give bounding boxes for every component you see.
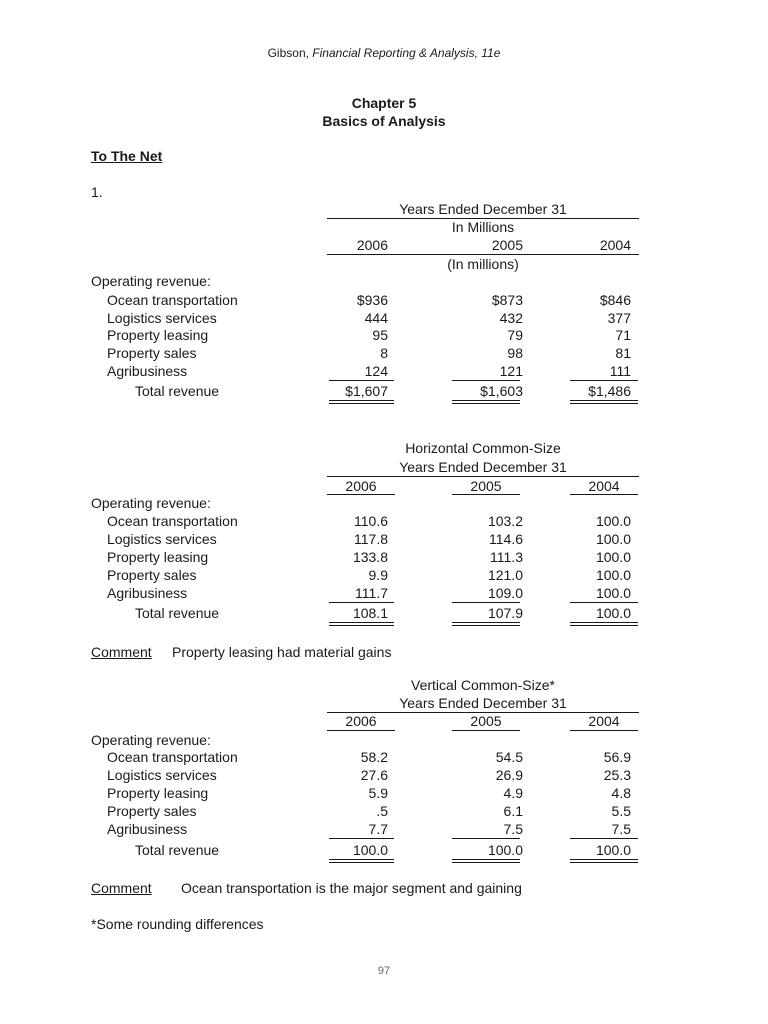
row-label: Ocean transportation [107,513,238,529]
year-rule [570,730,638,731]
year-rule [452,494,520,495]
total-double-rule [329,400,394,404]
cell-value: $846 [599,292,631,308]
row-label: Property leasing [107,785,209,801]
cell-value: 103.2 [487,513,523,529]
total-double-rule [452,400,520,404]
cell-value: 6.1 [503,803,523,819]
row-label: Agribusiness [107,821,188,837]
year-rule [327,494,395,495]
cell-value: 432 [499,310,523,326]
year-header: 2006 [356,237,388,253]
cell-value: 4.9 [503,785,523,801]
year-header: 2005 [491,237,523,253]
total-value: $1,607 [345,383,388,399]
total-value: $1,603 [480,383,523,399]
chapter-title: Basics of Analysis [322,113,446,129]
cell-value: 25.3 [603,767,631,783]
total-value: 100.0 [352,842,388,858]
year-rule [327,254,639,255]
item-number: 1. [91,184,103,200]
subtotal-rule [452,602,520,603]
heading-rule [327,476,639,477]
total-double-rule [329,622,394,626]
subtotal-rule [570,838,638,839]
year-rule [327,730,395,731]
row-label: Property sales [107,803,197,819]
year-header: 2005 [470,478,502,494]
comment-text: Ocean transportation is the major segment and gaining [181,880,522,896]
section-label: Operating revenue: [91,495,211,511]
subtotal-rule [329,602,394,603]
table-heading: Horizontal Common-Size [405,440,561,456]
section-heading: To The Net [91,148,163,164]
row-label: Agribusiness [107,585,188,601]
cell-value: 5.5 [611,803,631,819]
cell-value: $936 [356,292,388,308]
row-label: Logistics services [107,767,217,783]
cell-value: 5.9 [368,785,388,801]
cell-value: 100.0 [595,549,631,565]
total-double-rule [570,859,638,863]
table-heading: Vertical Common-Size* [411,677,555,693]
cell-value: 133.8 [352,549,388,565]
cell-value: 7.7 [368,821,388,837]
year-header: 2006 [345,713,377,729]
row-label: Property sales [107,567,197,583]
comment-label: Comment [91,880,152,896]
cell-value: 79 [507,327,523,343]
section-label: Operating revenue: [91,732,211,748]
row-label: Property leasing [107,327,209,343]
row-label: Logistics services [107,531,217,547]
total-double-rule [452,859,520,863]
cell-value: 110.6 [354,513,388,529]
page-number: 97 [377,965,391,977]
total-value: 107.9 [487,605,523,621]
total-double-rule [570,622,638,626]
header-author: Gibson, [267,46,309,60]
year-header: 2006 [345,478,377,494]
subtotal-rule [570,602,638,603]
unit-note: (In millions) [447,256,519,272]
chapter-number: Chapter 5 [351,95,417,111]
cell-value: 111.3 [490,549,523,565]
running-header [0,46,768,60]
subtotal-rule [452,838,520,839]
row-label: Logistics services [107,310,217,326]
cell-value: 100.0 [595,567,631,583]
table-heading: Years Ended December 31 [399,201,567,217]
cell-value: $873 [491,292,523,308]
year-header: 2004 [588,713,620,729]
subtotal-rule [452,380,520,381]
cell-value: 4.8 [611,785,631,801]
cell-value: .5 [376,803,388,819]
cell-value: 54.5 [495,749,523,765]
cell-value: 114.6 [489,531,523,547]
cell-value: 27.6 [360,767,388,783]
cell-value: 377 [607,310,631,326]
total-label: Total revenue [135,842,220,858]
total-value: 100.0 [487,842,523,858]
cell-value: 124 [364,363,388,379]
subtotal-rule [329,838,394,839]
year-header: 2005 [470,713,502,729]
year-header: 2004 [599,237,631,253]
cell-value: 26.9 [495,767,523,783]
cell-value: 444 [364,310,388,326]
table-subheading: In Millions [451,219,515,235]
table-subheading: Years Ended December 31 [399,695,567,711]
header-book-title: Financial Reporting & Analysis, 11e [312,46,501,60]
row-label: Ocean transportation [107,292,238,308]
subtotal-rule [329,380,394,381]
cell-value: 58.2 [360,749,388,765]
cell-value: 9.9 [368,567,388,583]
cell-value: 81 [615,345,631,361]
cell-value: 100.0 [595,513,631,529]
cell-value: 121 [499,363,523,379]
cell-value: 98 [507,345,523,361]
total-double-rule [570,400,638,404]
cell-value: 95 [372,327,388,343]
total-value: 100.0 [595,842,631,858]
cell-value: 109.0 [487,585,523,601]
cell-value: 71 [615,327,631,343]
cell-value: 111.7 [355,585,388,601]
table-subheading: Years Ended December 31 [399,459,567,475]
footnote: *Some rounding differences [91,916,264,932]
total-value: $1,486 [588,383,631,399]
row-label: Property leasing [107,549,209,565]
row-label: Property sales [107,345,197,361]
total-double-rule [329,859,394,863]
section-label: Operating revenue: [91,273,211,289]
total-value: 108.1 [352,605,388,621]
cell-value: 7.5 [503,821,523,837]
total-double-rule [452,622,520,626]
comment-label: Comment [91,644,152,660]
year-header: 2004 [588,478,620,494]
cell-value: 56.9 [603,749,631,765]
total-label: Total revenue [135,383,220,399]
comment-text: Property leasing had material gains [172,644,392,660]
cell-value: 111 [609,363,631,379]
total-value: 100.0 [595,605,631,621]
cell-value: 117.8 [354,531,388,547]
cell-value: 100.0 [595,531,631,547]
row-label: Ocean transportation [107,749,238,765]
year-rule [452,730,520,731]
cell-value: 8 [380,345,388,361]
cell-value: 121.0 [487,567,523,583]
row-label: Agribusiness [107,363,188,379]
cell-value: 7.5 [611,821,631,837]
year-rule [570,494,638,495]
subtotal-rule [570,380,638,381]
total-label: Total revenue [135,605,220,621]
cell-value: 100.0 [595,585,631,601]
